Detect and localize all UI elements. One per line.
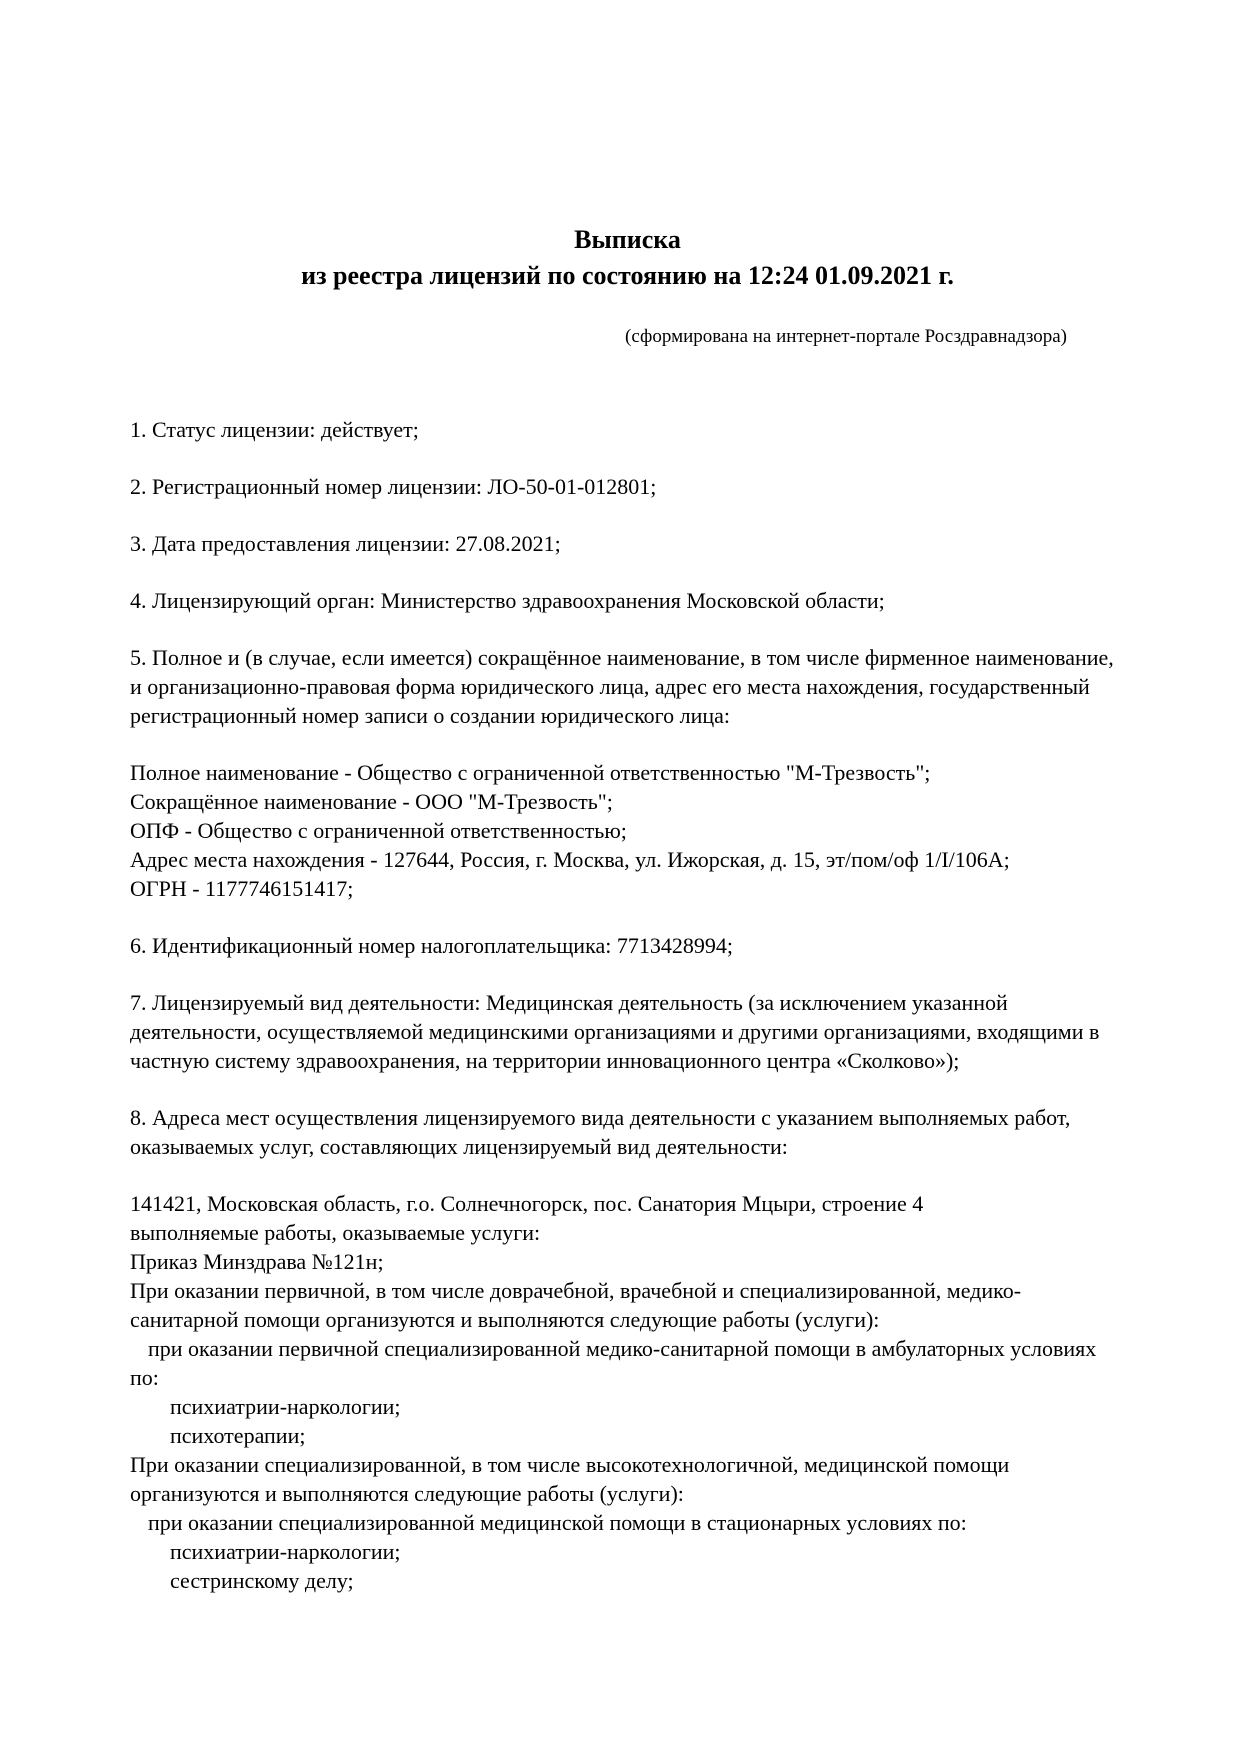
org-info-intro-line: 5. Полное и (в случае, если имеется) сокращённое наименование, в том числе фирменное наименование, и организационно-правовая форма юридического лица, адрес его места нахождения, государственный регистрационный номер записи о создании юридического лица: xyxy=(130,645,1114,728)
org-opf-line: ОПФ - Общество с ограниченной ответственностью; xyxy=(130,818,627,843)
works-services-label-line: выполняемые работы, оказываемые услуги: xyxy=(130,1220,541,1245)
specialized-care-works-line: При оказании специализированной, в том числе высокотехнологичной, медицинской помощи организуются и выполняются следующие работы (услуги): xyxy=(130,1452,1010,1506)
organization-details-block xyxy=(130,758,1125,903)
document-title-line2: из реестра лицензий по состоянию на 12:24 01.09.2021 г. xyxy=(301,261,954,290)
org-short-name-line: Сокращённое наименование - ООО "М-Трезвость"; xyxy=(130,789,613,814)
license-status-line: 1. Статус лицензии: действует; xyxy=(130,417,419,442)
org-address-line: Адрес места нахождения - 127644, Россия, г. Москва, ул. Ижорская, д. 15, эт/пом/оф 1/I/106А; xyxy=(130,847,1010,872)
outpatient-care-line: при оказании первичной специализированной медико-санитарной помощи в амбулаторных условиях по: xyxy=(130,1336,1097,1390)
psychiatry-narcology-line: психиатрии-наркологии; xyxy=(170,1394,401,1419)
psychiatry-narcology-line-2: психиатрии-наркологии; xyxy=(170,1539,401,1564)
activity-address-line: 141421, Московская область, г.о. Солнечногорск, пос. Санатория Мцыри, строение 4 xyxy=(130,1191,924,1216)
licensed-activity-line: 7. Лицензируемый вид деятельности: Медицинская деятельность (за исключением указанной деятельности, осуществляемой медицинскими организациями и другими организациями, входящими в частную систему здравоохранения, на территории инновационного центра «Сколково»); xyxy=(130,990,1100,1073)
license-grant-date-line: 3. Дата предоставления лицензии: 27.08.2021; xyxy=(130,531,561,556)
psychotherapy-line: психотерапии; xyxy=(170,1423,306,1448)
minzdrav-order-line: Приказ Минздрава №121н; xyxy=(130,1249,384,1274)
activity-addresses-intro-line: 8. Адреса мест осуществления лицензируемого вида деятельности с указанием выполняемых работ, оказываемых услуг, составляющих лицензируемый вид деятельности: xyxy=(130,1105,1071,1159)
activity-addresses-block xyxy=(130,1189,1125,1595)
document-subtitle: (сформирована на интернет-портале Росздравнадзора) xyxy=(625,326,1067,347)
taxpayer-inn-line: 6. Идентификационный номер налогоплательщика: 7713428994; xyxy=(130,933,733,958)
license-reg-number-line: 2. Регистрационный номер лицензии: ЛО-50-01-012801; xyxy=(130,474,657,499)
nursing-line: сестринскому делу; xyxy=(170,1568,354,1593)
inpatient-care-line: при оказании специализированной медицинской помощи в стационарных условиях по: xyxy=(148,1510,967,1535)
document-body xyxy=(130,415,1125,1595)
primary-care-works-line: При оказании первичной, в том числе доврачебной, врачебной и специализированной, медико-санитарной помощи организуются и выполняются следующие работы (услуги): xyxy=(130,1278,1022,1332)
licensing-authority-line: 4. Лицензирующий орган: Министерство здравоохранения Московской области; xyxy=(130,588,885,613)
document-title-line1: Выписка xyxy=(574,225,681,254)
org-ogrn-line: ОГРН - 1177746151417; xyxy=(130,876,354,901)
document-title xyxy=(130,222,1125,294)
org-full-name-line: Полное наименование - Общество с ограниченной ответственностью "М-Трезвость"; xyxy=(130,760,931,785)
